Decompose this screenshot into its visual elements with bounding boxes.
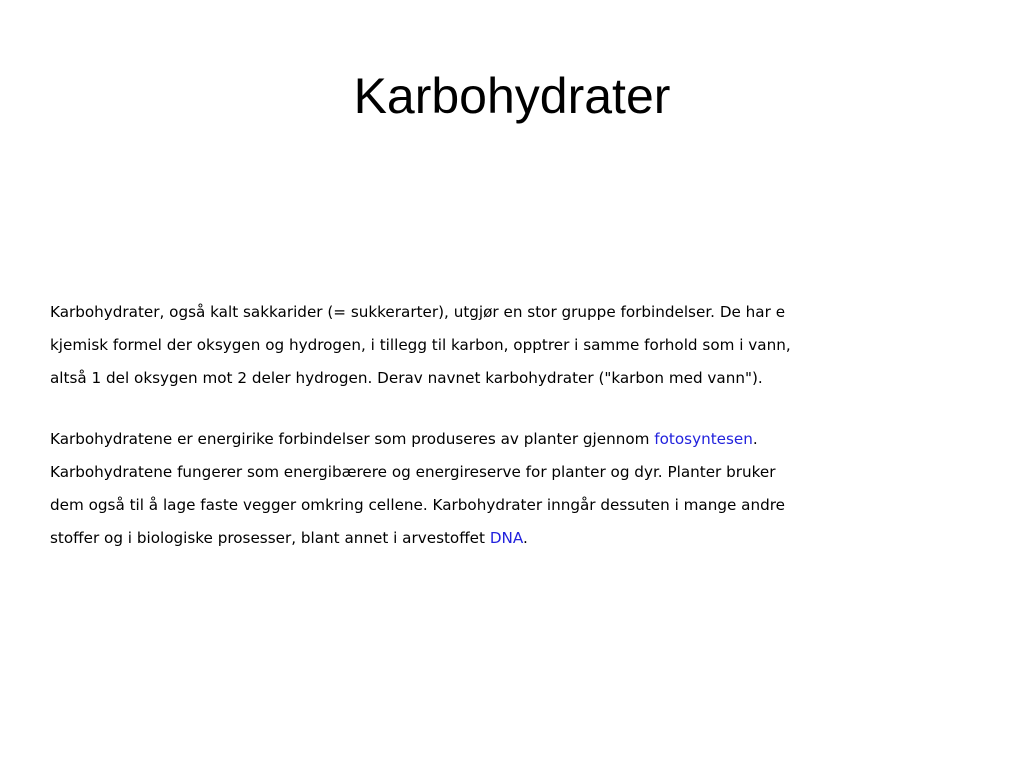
- text-excerpt: [50, 296, 952, 556]
- paragraph-line: Karbohydrater, også kalt sakkarider (= sukkerarter), utgjør en stor gruppe forbindelser. De har e: [50, 303, 786, 321]
- paragraph-intro: [50, 296, 952, 395]
- paragraph-line: altså 1 del oksygen mot 2 deler hydrogen. Derav navnet karbohydrater ("karbon med vann").: [50, 369, 763, 387]
- paragraph-line: [50, 423, 952, 456]
- text-segment: stoffer og i biologiske prosesser, blant annet i arvestoffet: [50, 529, 490, 547]
- link-dna[interactable]: DNA: [489, 529, 524, 547]
- paragraph-line: Karbohydratene fungerer som energibærere og energireserve for planter og dyr. Planter bruker: [50, 463, 776, 481]
- paragraph-line: kjemisk formel der oksygen og hydrogen, i tillegg til karbon, opptrer i samme forhold som i vann,: [50, 336, 791, 354]
- text-segment: .: [523, 529, 528, 547]
- paragraph-energy: [50, 423, 952, 555]
- paragraph-line: [50, 522, 952, 555]
- text-segment: .: [752, 430, 758, 448]
- text-segment: Karbohydratene er energirike forbindelser som produseres av planter gjennom: [50, 430, 655, 448]
- paragraph-line: dem også til å lage faste vegger omkring cellene. Karbohydrater inngår dessuten i mange andre: [50, 496, 785, 514]
- slide-title: Karbohydrater: [353, 68, 671, 124]
- link-fotosyntesen[interactable]: fotosyntesen: [654, 430, 753, 448]
